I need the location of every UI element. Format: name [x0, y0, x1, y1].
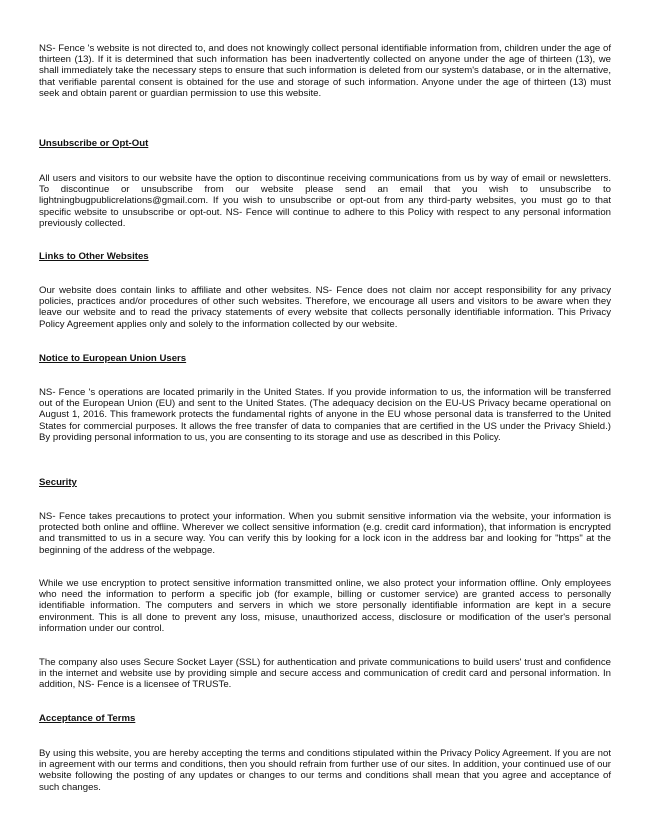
security-paragraph-3: The company also uses Secure Socket Layer (SSL) for authentication and private communications to build users' trust and confidence in the internet and website use by providing simple and secure access and communication of credit card and personal information. In addition, NS- Fence is a licensee of TRUSTe. — [39, 657, 611, 691]
unsubscribe-paragraph: All users and visitors to our website have the option to discontinue receiving communications from us by way of email or newsletters. To discontinue or unsubscribe from our website please send an email that you wish to unsubscribe to lightningbugpublicrelations@gmail.com. If you wish to unsubscribe or opt-out from any third-party websites, you must go to that specific website to unsubscribe or opt-out. NS- Fence will continue to adhere to this Policy with respect to any personal information previously collected. — [39, 173, 611, 229]
children-paragraph: NS- Fence 's website is not directed to, and does not knowingly collect personal identifiable information from, children under the age of thirteen (13). If it is determined that such information has been inadvertently collected on anyone under the age of thirteen (13), we shall immediately take the necessary steps to ensure that such information is deleted from our system's database, or in the alternative, that verifiable parental consent is obtained for the use and storage of such information. Anyone under the age of thirteen (13) must seek and obtain parent or guardian permission to use this website. — [39, 43, 611, 99]
acceptance-heading: Acceptance of Terms — [39, 713, 136, 724]
acceptance-paragraph: By using this website, you are hereby accepting the terms and conditions stipulated within the Privacy Policy Agreement. If you are not in agreement with our terms and conditions, then you should refrain from further use of our sites. In addition, your continued use of our website following the posting of any updates or changes to our terms and conditions shall mean that you agree and acceptance of such changes. — [39, 748, 611, 793]
security-paragraph-1: NS- Fence takes precautions to protect your information. When you submit sensitive information via the website, your information is protected both online and offline. Wherever we collect sensitive information (e.g. credit card information), that information is encrypted and transmitted to us in a secure way. You can verify this by looking for a lock icon in the address bar and looking for "https" at the beginning of the address of the webpage. — [39, 511, 611, 556]
eu-paragraph: NS- Fence 's operations are located primarily in the United States. If you provide information to us, the information will be transferred out of the European Union (EU) and sent to the United States. (The adequacy decision on the EU-US Privacy became operational on August 1, 2016. This framework protects the fundamental rights of anyone in the EU whose personal data is transferred to the United States for commercial purposes. It allows the free transfer of data to companies that are certified in the US under the Privacy Shield.) By providing personal information to us, you are consenting to its storage and use as described in this Policy. — [39, 387, 611, 443]
security-heading: Security — [39, 477, 77, 488]
security-paragraph-2: While we use encryption to protect sensitive information transmitted online, we also protect your information offline. Only employees who need the information to perform a specific job (for example, billing or customer service) are granted access to personally identifiable information. The computers and servers in which we store personally identifiable information are kept in a secure environment. This is all done to prevent any loss, misuse, unauthorized access, disclosure or modification of the user's personal information under our control. — [39, 578, 611, 634]
eu-heading: Notice to European Union Users — [39, 353, 187, 364]
links-paragraph: Our website does contain links to affiliate and other websites. NS- Fence does not claim nor accept responsibility for any privacy policies, practices and/or procedures of other such websites. Therefore, we encourage all users and visitors to be aware when they leave our website and to read the privacy statements of every website that collects personally identifiable information. This Privacy Policy Agreement applies only and solely to the information collected by our website. — [39, 285, 611, 330]
unsubscribe-heading: Unsubscribe or Opt-Out — [39, 138, 149, 149]
links-heading: Links to Other Websites — [39, 251, 149, 262]
